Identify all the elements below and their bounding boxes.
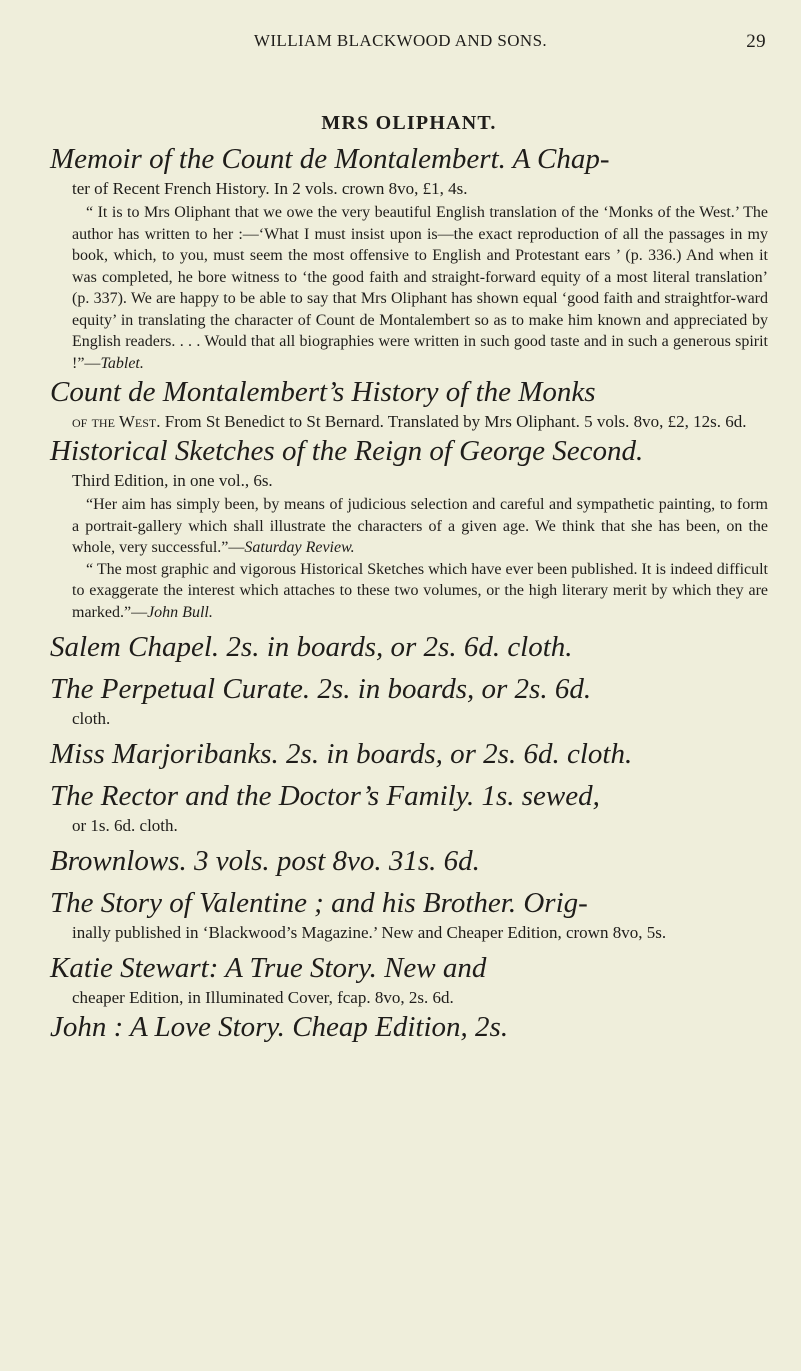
entry-price: 1s. sewed, — [481, 780, 600, 812]
entry-details — [72, 177, 768, 374]
entry-price: ter of Recent French History. In 2 vols. crown 8vo, £1, 4s. — [72, 179, 468, 198]
entry-details — [72, 986, 768, 1009]
entry-details — [72, 814, 768, 837]
entry-title: Count de Montalembert’s History of the Monks — [50, 376, 596, 408]
catalogue-entry — [50, 843, 768, 879]
review-quote: “ It is to Mrs Oliphant that we owe the very beautiful English translation of the ‘Monks of the West.’ The author has written to her :—‘What I must insist upon is—the exact reproduction of all the passages in my book, which, to you, must seem the most offensive to English and Protestant ears ’ (p. 336.) And when it was completed, he bore witness to ‘the good faith and straight-forward equity of a most literal translation’ (p. 337). We are happy to be able to say that Mrs Oliphant has shown equal ‘good faith and straightfor-ward equity’ in translating the character of Count de Montalembert so as to make him known and appreciated by English readers. . . . Would that all biographies were written in such good taste and in such a generous spirit !”—Tablet. — [72, 204, 768, 372]
review-source: Saturday Review. — [244, 539, 355, 556]
review-source: John Bull. — [147, 603, 213, 621]
catalogue-entry — [50, 629, 768, 665]
entry-title: Historical Sketches of the Reign of George Second. — [50, 435, 644, 467]
catalogue-entry — [50, 736, 768, 772]
catalogue-entry — [50, 1009, 768, 1045]
entry-price: cheaper Edition, in Illuminated Cover, fcap. 8vo, 2s. 6d. — [72, 988, 454, 1007]
catalogue-entry — [50, 885, 768, 944]
catalogue-entry — [50, 141, 768, 374]
catalogue-entry — [50, 433, 768, 623]
entry-details — [72, 707, 768, 730]
catalogue-entry — [50, 671, 768, 730]
publisher-heading: WILLIAM BLACKWOOD AND SONS. — [253, 31, 548, 50]
review-quote: “ The most graphic and vigorous Historical Sketches which have ever been published. It is indeed difficult to exaggerate the interest which attaches to these two volumes, or the high literary merit by which they are marked.”—John Bull. — [72, 560, 768, 621]
catalogue-entry — [50, 778, 768, 837]
entry-title: John : A Love Story. Cheap Edition, 2s. — [50, 1011, 509, 1043]
entry-price: 2s. in boards, or 2s. 6d. — [317, 673, 592, 705]
review-source: Tablet. — [100, 354, 144, 372]
entry-price: inally published in ‘Blackwood’s Magazine.’ New and Cheaper Edition, crown 8vo, 5s. — [72, 923, 667, 942]
entry-price-continued: or 1s. 6d. cloth. — [72, 816, 178, 835]
page-number: 29 — [746, 31, 766, 52]
catalogue-entry — [50, 950, 768, 1009]
entry-details — [72, 921, 768, 944]
entry-price: Third Edition, in one vol., 6s. — [72, 471, 273, 490]
author-heading: MRS OLIPHANT. — [321, 112, 497, 134]
entry-title: The Perpetual Curate. 2s. in boards, or 2s. 6d. — [50, 673, 592, 705]
entry-title: The Story of Valentine ; and his Brother. Orig- — [50, 887, 588, 919]
entry-title: Memoir of the Count de Montalembert. A Chap- — [50, 143, 610, 175]
entry-title: Miss Marjoribanks. 2s. in boards, or 2s. 6d. cloth. — [50, 738, 633, 770]
entry-price: From St Benedict to St Bernard. Translated by Mrs Oliphant. 5 vols. 8vo, £2, 12s. 6d. — [164, 412, 747, 431]
entry-price: 2s. in boards, or 2s. 6d. cloth. — [286, 738, 633, 770]
entry-title: The Rector and the Doctor’s Family. 1s. sewed, — [50, 780, 600, 812]
catalogue-content — [50, 112, 768, 1045]
entry-subtitle: of the West. — [72, 412, 161, 431]
entry-details — [72, 410, 768, 433]
entry-price-continued: cloth. — [72, 709, 111, 728]
catalogue-entry — [50, 374, 768, 433]
entry-price: 2s. in boards, or 2s. 6d. cloth. — [226, 631, 573, 663]
entry-price: 3 vols. post 8vo. 31s. 6d. — [193, 845, 480, 877]
review-quote: “Her aim has simply been, by means of judicious selection and careful and sympathetic painting, to form a portrait-gallery which shall illustrate the characters of a given age. We think that she has been, on the whole, very successful.”—Saturday Review. — [72, 496, 768, 556]
entry-details — [72, 469, 768, 623]
entry-title: Katie Stewart: A True Story. New and — [50, 952, 487, 984]
entry-title: Brownlows. 3 vols. post 8vo. 31s. 6d. — [50, 845, 480, 877]
entry-price: Cheap Edition, 2s. — [292, 1011, 509, 1043]
entry-title: Salem Chapel. 2s. in boards, or 2s. 6d. cloth. — [50, 631, 573, 663]
